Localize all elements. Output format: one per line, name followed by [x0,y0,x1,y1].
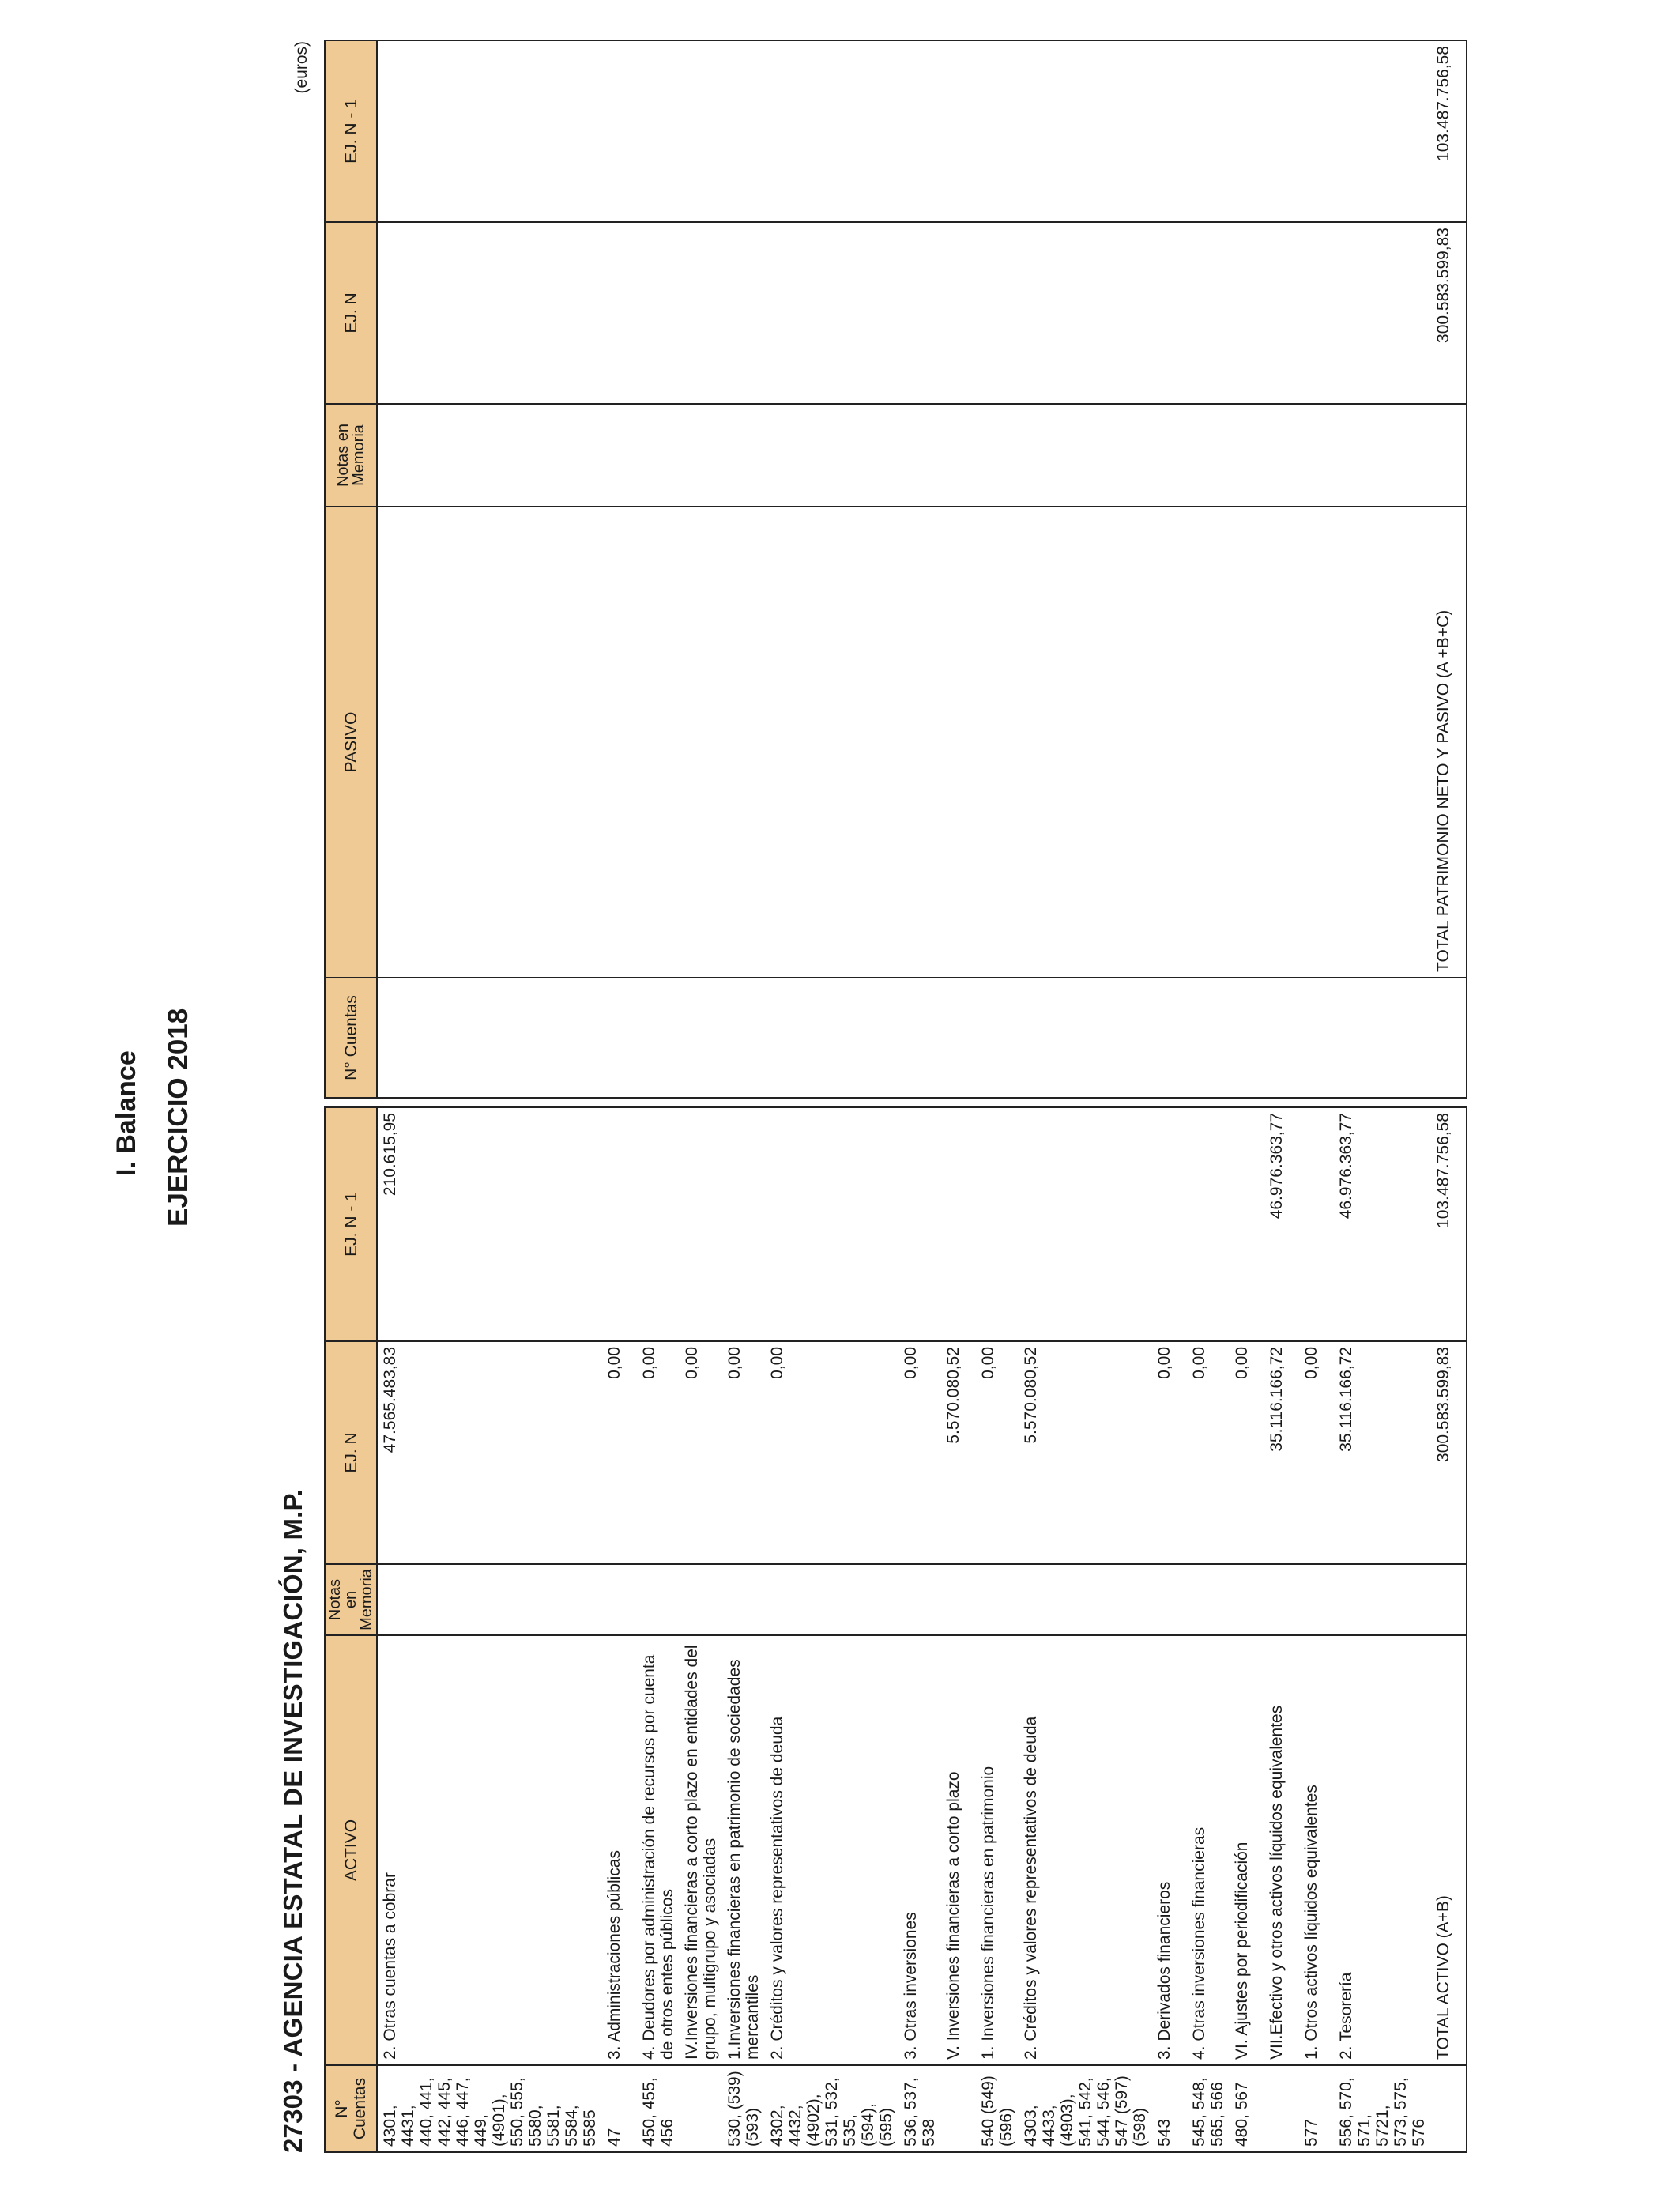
activo-current-cell: 0,00 [680,1341,722,1564]
activo-accounts-cell [941,2065,976,2152]
activo-concept-cell: 3. Otras inversiones [898,1635,941,2065]
activo-concept-cell: IV.Inversiones financieras a corto plazo en entidades del grupo, multigrupo y asociadas [680,1635,722,2065]
activo-previous-cell [1019,1107,1152,1341]
activo-row [722,1107,765,2152]
activo-notes-cell [898,1564,941,1635]
activo-current-cell: 5.570.080,52 [941,1341,976,1564]
activo-row [898,1107,941,2152]
activo-accounts-cell: 4303, 4433, (4903), 541, 542, 544, 546, 547 (597) (598) [1019,2065,1152,2152]
activo-notes-cell [637,1564,680,1635]
activo-accounts-cell: 450, 455, 456 [637,2065,680,2152]
pasivo-notes-header: Notas en Memoria [325,404,377,507]
activo-current-cell: 0,00 [1152,1341,1187,1564]
activo-notes-cell [1334,1564,1431,1635]
activo-concept-cell: TOTAL ACTIVO (A+B) [1431,1635,1467,2065]
activo-notes-cell [941,1564,976,1635]
activo-row [1230,1107,1264,2152]
activo-header-row [325,1107,377,2152]
activo-row [1019,1107,1152,2152]
activo-accounts-cell: 556, 570, 571, 5721, 573, 575, 576 [1334,2065,1431,2152]
activo-concept-cell: VII.Efectivo y otros activos líquidos equivalentes [1264,1635,1299,2065]
activo-current-cell: 0,00 [1299,1341,1334,1564]
activo-current-cell: 0,00 [1230,1341,1264,1564]
entity-name: 27303 - AGENCIA ESTATAL DE INVESTIGACIÓN, M.P. [278,1489,307,2153]
activo-accounts-cell [1264,2065,1299,2152]
pasivo-previous-cell: 103.487.756,58 [377,40,1467,222]
activo-previous-header: EJ. N - 1 [325,1107,377,1341]
activo-row [976,1107,1019,2152]
activo-row [1431,1107,1467,2152]
pasivo-accounts-header: N° Cuentas [325,978,377,1098]
activo-current-cell: 35.116.166,72 [1334,1341,1431,1564]
activo-row [1187,1107,1230,2152]
activo-concept-cell: 2. Tesorería [1334,1635,1431,2065]
activo-concept-cell: 2. Créditos y valores representativos de deuda [1019,1635,1152,2065]
activo-notes-cell [1152,1564,1187,1635]
activo-previous-cell: 46.976.363,77 [1264,1107,1299,1341]
activo-concept-cell: 1. Otros activos líquidos equivalentes [1299,1635,1334,2065]
activo-current-cell: 35.116.166,72 [1264,1341,1299,1564]
activo-concept-cell: VI. Ajustes por periodificación [1230,1635,1264,2065]
activo-previous-cell [680,1107,722,1341]
activo-current-cell: 5.570.080,52 [1019,1341,1152,1564]
activo-row [377,1107,602,2152]
activo-notes-cell [680,1564,722,1635]
activo-current-cell: 0,00 [976,1341,1019,1564]
activo-current-cell: 300.583.599,83 [1431,1341,1467,1564]
activo-row [1334,1107,1431,2152]
activo-accounts-cell: 577 [1299,2065,1334,2152]
activo-previous-cell [722,1107,765,1341]
activo-previous-cell [1230,1107,1264,1341]
pasivo-notes-cell [377,404,1467,507]
activo-accounts-cell [1431,2065,1467,2152]
activo-rows [377,1107,1467,2152]
activo-previous-cell [976,1107,1019,1341]
activo-notes-cell [1019,1564,1152,1635]
document-title: I. Balance [111,1050,141,1176]
activo-accounts-cell: 530, (539) (593) [722,2065,765,2152]
activo-row [941,1107,976,2152]
activo-previous-cell [765,1107,898,1341]
activo-previous-cell [898,1107,941,1341]
activo-previous-cell [941,1107,976,1341]
pasivo-header-row [325,40,377,1098]
activo-row [602,1107,637,2152]
activo-previous-cell [1299,1107,1334,1341]
document-subtitle: EJERCICIO 2018 [163,1008,194,1227]
activo-current-cell: 0,00 [602,1341,637,1564]
activo-notes-cell [377,1564,602,1635]
pasivo-current-header: EJ. N [325,222,377,404]
pasivo-accounts-cell [377,978,1467,1098]
pasivo-previous-header: EJ. N - 1 [325,40,377,222]
activo-accounts-cell: 47 [602,2065,637,2152]
activo-table [324,1106,1467,2153]
activo-concept-cell: 4. Otras inversiones financieras [1187,1635,1230,2065]
pasivo-current-cell: 300.583.599,83 [377,222,1467,404]
activo-notes-cell [1299,1564,1334,1635]
activo-concept-cell: 3. Derivados financieros [1152,1635,1187,2065]
activo-previous-cell [1187,1107,1230,1341]
activo-current-cell: 0,00 [898,1341,941,1564]
activo-previous-cell: 210.615,95 [377,1107,602,1341]
activo-notes-cell [1264,1564,1299,1635]
activo-concept-cell: 4. Deudores por administración de recursos por cuenta de otros entes públicos [637,1635,680,2065]
activo-notes-cell [765,1564,898,1635]
activo-previous-cell: 103.487.756,58 [1431,1107,1467,1341]
activo-row [1152,1107,1187,2152]
activo-notes-cell [1431,1564,1467,1635]
activo-accounts-cell [680,2065,722,2152]
activo-concept-cell: 1.Inversiones financieras en patrimonio de sociedades mercantiles [722,1635,765,2065]
activo-concept-cell: 3. Administraciones públicas [602,1635,637,2065]
activo-row [680,1107,722,2152]
pasivo-rows [377,40,1467,1098]
pasivo-row [377,40,1467,1098]
activo-current-cell: 0,00 [637,1341,680,1564]
activo-accounts-header: N° Cuentas [325,2065,377,2152]
activo-previous-cell [637,1107,680,1341]
activo-concept-cell: V. Inversiones financieras a corto plazo [941,1635,976,2065]
activo-notes-cell [602,1564,637,1635]
activo-concept-cell: 1. Inversiones financieras en patrimonio [976,1635,1019,2065]
activo-row [637,1107,680,2152]
activo-notes-cell [722,1564,765,1635]
activo-accounts-cell: 4302, 4432, (4902), 531, 532, 535, (594), (595) [765,2065,898,2152]
activo-notes-cell [1230,1564,1264,1635]
pasivo-concept-header: PASIVO [325,507,377,978]
activo-concept-cell: 2. Créditos y valores representativos de deuda [765,1635,898,2065]
activo-accounts-cell: 543 [1152,2065,1187,2152]
activo-notes-cell [976,1564,1019,1635]
activo-concept-cell: 2. Otras cuentas a cobrar [377,1635,602,2065]
activo-row [1299,1107,1334,2152]
activo-notes-cell [1187,1564,1230,1635]
activo-current-cell: 0,00 [722,1341,765,1564]
activo-current-cell: 47.565.483,83 [377,1341,602,1564]
activo-current-cell: 0,00 [1187,1341,1230,1564]
activo-accounts-cell: 480, 567 [1230,2065,1264,2152]
activo-row [765,1107,898,2152]
activo-notes-header: Notas en Memoria [325,1564,377,1635]
activo-previous-cell [1152,1107,1187,1341]
activo-previous-cell [602,1107,637,1341]
activo-row [1264,1107,1299,2152]
activo-concept-header: ACTIVO [325,1635,377,2065]
pasivo-concept-cell: TOTAL PATRIMONIO NETO Y PASIVO (A +B+C) [377,507,1467,978]
activo-accounts-cell: 536, 537, 538 [898,2065,941,2152]
currency-units: (euros) [292,41,311,94]
activo-current-cell: 0,00 [765,1341,898,1564]
activo-current-header: EJ. N [325,1341,377,1564]
pasivo-table [324,40,1467,1099]
activo-accounts-cell: 545, 548, 565, 566 [1187,2065,1230,2152]
activo-accounts-cell: 4301, 4431, 440, 441, 442, 445, 446, 447, 449, (4901), 550, 555, 5580, 5581, 5584, 5585 [377,2065,602,2152]
activo-accounts-cell: 540 (549) (596) [976,2065,1019,2152]
activo-previous-cell: 46.976.363,77 [1334,1107,1431,1341]
